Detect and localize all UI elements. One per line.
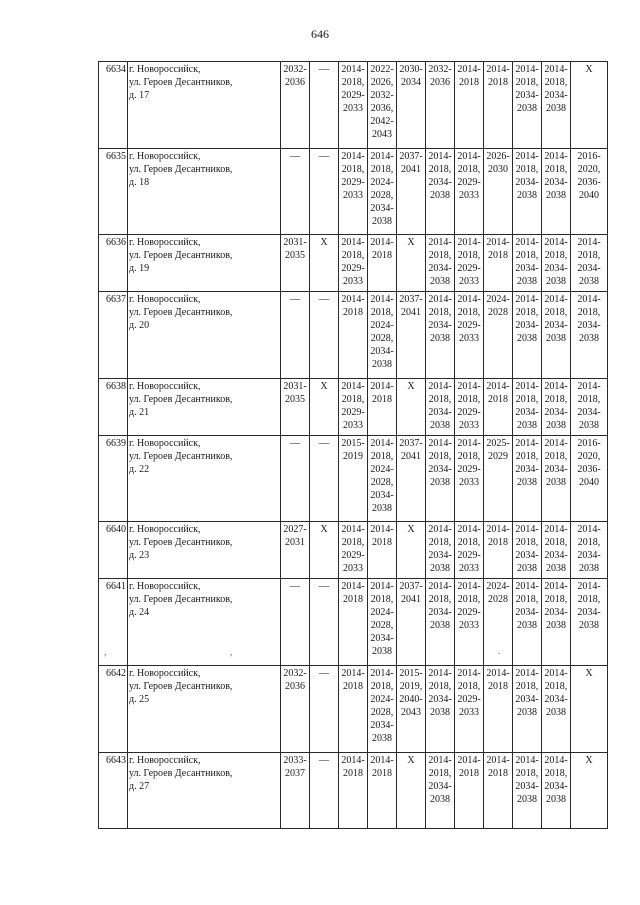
period-cell: 2014- 2018, 2034- 2038 xyxy=(513,149,542,235)
address-line: ул. Героев Десантников, xyxy=(129,451,233,462)
period-cell: 2014- 2018, 2034- 2038 xyxy=(542,62,571,149)
period-cell: 2015- 2019, 2040- 2043 xyxy=(397,666,426,753)
table-row xyxy=(99,235,608,292)
address-line: ул. Героев Десантников, xyxy=(129,250,233,261)
period-cell: 2014- 2018, 2034- 2038 xyxy=(513,292,542,379)
period-cell: 2014- 2018, 2029- 2033 xyxy=(455,666,484,753)
period-cell: 2014- 2018, 2034- 2038 xyxy=(513,436,542,522)
period-cell: Х xyxy=(571,666,608,753)
period-cell: 2032- 2036 xyxy=(281,666,310,753)
row-number: 6641 xyxy=(99,579,128,666)
row-number: 6640 xyxy=(99,522,128,579)
period-cell: — xyxy=(310,579,339,666)
period-cell: 2014- 2018, 2034- 2038 xyxy=(513,379,542,436)
address-line: ул. Героев Десантников, xyxy=(129,307,233,318)
address-line: д. 27 xyxy=(129,781,150,792)
period-cell: 2014- 2018, 2029- 2033 xyxy=(455,379,484,436)
period-cell: 2014- 2018, 2034- 2038 xyxy=(513,579,542,666)
period-cell: 2014- 2018, 2034- 2038 xyxy=(513,62,542,149)
address-line: ул. Героев Десантников, xyxy=(129,394,233,405)
period-cell: 2022- 2026, 2032- 2036, 2042- 2043 xyxy=(368,62,397,149)
row-number: 6637 xyxy=(99,292,128,379)
period-cell: 2014- 2018, 2034- 2038 xyxy=(426,666,455,753)
period-cell: 2014- 2018, 2034- 2038 xyxy=(426,579,455,666)
page-number: 646 xyxy=(311,27,329,41)
address-cell xyxy=(128,436,281,522)
period-cell: 2014- 2018, 2034- 2038 xyxy=(542,235,571,292)
scan-mark: , xyxy=(104,647,107,657)
period-cell: 2014- 2018, 2029- 2033 xyxy=(455,436,484,522)
period-cell: 2014- 2018 xyxy=(455,753,484,829)
period-cell: 2014- 2018, 2029- 2033 xyxy=(339,235,368,292)
address-line: д. 21 xyxy=(129,407,150,418)
address-line: ул. Героев Десантников, xyxy=(129,594,233,605)
address-line: ул. Героев Десантников, xyxy=(129,681,233,692)
period-cell: 2014- 2018, 2029- 2033 xyxy=(339,522,368,579)
period-cell: 2026- 2030 xyxy=(484,149,513,235)
address-line: д. 19 xyxy=(129,263,150,274)
period-cell: 2014- 2018, 2024- 2028, 2034- 2038 xyxy=(368,149,397,235)
period-cell: Х xyxy=(397,522,426,579)
period-cell: 2014- 2018, 2024- 2028, 2034- 2038 xyxy=(368,666,397,753)
period-cell: — xyxy=(281,579,310,666)
period-cell: Х xyxy=(397,235,426,292)
address-line: г. Новороссийск, xyxy=(129,755,201,766)
table-row xyxy=(99,436,608,522)
address-cell xyxy=(128,753,281,829)
address-line: г. Новороссийск, xyxy=(129,294,201,305)
period-cell: 2014- 2018, 2029- 2033 xyxy=(455,579,484,666)
address-line: д. 23 xyxy=(129,550,150,561)
period-cell: 2014- 2018, 2034- 2038 xyxy=(426,753,455,829)
period-cell: 2014- 2018, 2034- 2038 xyxy=(426,436,455,522)
period-cell: — xyxy=(310,436,339,522)
period-cell: 2014- 2018, 2034- 2038 xyxy=(542,753,571,829)
period-cell: Х xyxy=(310,235,339,292)
period-cell: 2024- 2028 xyxy=(484,292,513,379)
address-line: ул. Героев Десантников, xyxy=(129,537,233,548)
period-cell: — xyxy=(281,292,310,379)
period-cell: 2014- 2018, 2034- 2038 xyxy=(571,379,608,436)
address-line: г. Новороссийск, xyxy=(129,151,201,162)
period-cell: 2014- 2018 xyxy=(484,666,513,753)
row-number: 6643 xyxy=(99,753,128,829)
period-cell: 2032- 2036 xyxy=(281,62,310,149)
table-row xyxy=(99,292,608,379)
period-cell: 2016- 2020, 2036- 2040 xyxy=(571,149,608,235)
period-cell: 2037- 2041 xyxy=(397,579,426,666)
period-cell: — xyxy=(310,666,339,753)
period-cell: 2014- 2018, 2029- 2033 xyxy=(339,379,368,436)
period-cell: — xyxy=(281,436,310,522)
period-cell: — xyxy=(310,149,339,235)
period-cell: 2014- 2018 xyxy=(368,522,397,579)
period-cell: 2014- 2018, 2029- 2033 xyxy=(455,149,484,235)
period-cell: 2014- 2018 xyxy=(484,379,513,436)
period-cell: 2014- 2018, 2034- 2038 xyxy=(513,753,542,829)
period-cell: Х xyxy=(571,753,608,829)
address-line: г. Новороссийск, xyxy=(129,524,201,535)
period-cell: 2014- 2018 xyxy=(484,62,513,149)
address-line: г. Новороссийск, xyxy=(129,237,201,248)
row-number: 6638 xyxy=(99,379,128,436)
period-cell: 2014- 2018 xyxy=(339,666,368,753)
period-cell: 2014- 2018, 2034- 2038 xyxy=(426,292,455,379)
row-number: 6634 xyxy=(99,62,128,149)
address-line: д. 20 xyxy=(129,320,150,331)
address-line: д. 25 xyxy=(129,694,150,705)
period-cell: 2014- 2018 xyxy=(368,753,397,829)
address-line: г. Новороссийск, xyxy=(129,668,201,679)
period-cell: 2014- 2018, 2034- 2038 xyxy=(513,235,542,292)
address-line: г. Новороссийск, xyxy=(129,64,201,75)
scan-mark: . xyxy=(498,646,501,656)
table-row xyxy=(99,149,608,235)
address-line: д. 18 xyxy=(129,177,150,188)
table-row xyxy=(99,579,608,666)
period-cell: 2014- 2018, 2024- 2028, 2034- 2038 xyxy=(368,436,397,522)
period-cell: Х xyxy=(397,379,426,436)
period-cell: Х xyxy=(397,753,426,829)
address-line: г. Новороссийск, xyxy=(129,581,201,592)
period-cell: Х xyxy=(310,379,339,436)
period-cell: 2014- 2018, 2029- 2033 xyxy=(455,292,484,379)
period-cell: 2033- 2037 xyxy=(281,753,310,829)
period-cell: 2024- 2028 xyxy=(484,579,513,666)
period-cell: 2027- 2031 xyxy=(281,522,310,579)
table-row xyxy=(99,62,608,149)
period-cell: 2014- 2018, 2034- 2038 xyxy=(426,379,455,436)
period-cell: 2014- 2018, 2029- 2033 xyxy=(339,62,368,149)
table-row xyxy=(99,753,608,829)
period-cell: 2014- 2018, 2034- 2038 xyxy=(542,379,571,436)
period-cell: 2014- 2018, 2034- 2038 xyxy=(426,235,455,292)
address-cell xyxy=(128,522,281,579)
row-number: 6636 xyxy=(99,235,128,292)
period-cell: 2014- 2018, 2034- 2038 xyxy=(571,292,608,379)
period-cell: 2025- 2029 xyxy=(484,436,513,522)
period-cell: 2014- 2018 xyxy=(455,62,484,149)
table-row xyxy=(99,666,608,753)
period-cell: 2014- 2018 xyxy=(339,579,368,666)
period-cell: 2014- 2018, 2034- 2038 xyxy=(542,436,571,522)
address-line: г. Новороссийск, xyxy=(129,381,201,392)
period-cell: 2037- 2041 xyxy=(397,292,426,379)
period-cell: 2014- 2018, 2034- 2038 xyxy=(426,149,455,235)
scan-mark: , xyxy=(230,647,233,657)
period-cell: 2014- 2018 xyxy=(368,235,397,292)
period-cell: 2014- 2018 xyxy=(368,379,397,436)
period-cell: 2014- 2018, 2034- 2038 xyxy=(571,235,608,292)
period-cell: 2037- 2041 xyxy=(397,149,426,235)
period-cell: 2014- 2018, 2034- 2038 xyxy=(571,522,608,579)
period-cell: 2014- 2018, 2034- 2038 xyxy=(542,149,571,235)
period-cell: 2014- 2018 xyxy=(484,522,513,579)
period-cell: 2014- 2018, 2029- 2033 xyxy=(339,149,368,235)
period-cell: 2014- 2018 xyxy=(484,235,513,292)
address-cell xyxy=(128,62,281,149)
period-cell: 2014- 2018 xyxy=(339,292,368,379)
period-cell: 2014- 2018, 2024- 2028, 2034- 2038 xyxy=(368,579,397,666)
period-cell: 2014- 2018, 2034- 2038 xyxy=(542,522,571,579)
period-cell: 2014- 2018, 2034- 2038 xyxy=(542,292,571,379)
period-cell: 2015- 2019 xyxy=(339,436,368,522)
period-cell: 2014- 2018 xyxy=(339,753,368,829)
address-line: г. Новороссийск, xyxy=(129,438,201,449)
period-cell: 2014- 2018, 2034- 2038 xyxy=(513,666,542,753)
period-cell: — xyxy=(310,753,339,829)
period-cell: Х xyxy=(571,62,608,149)
row-number: 6639 xyxy=(99,436,128,522)
address-line: ул. Героев Десантников, xyxy=(129,164,233,175)
period-cell: 2014- 2018, 2034- 2038 xyxy=(542,666,571,753)
period-cell: 2016- 2020, 2036- 2040 xyxy=(571,436,608,522)
period-cell: 2014- 2018, 2029- 2033 xyxy=(455,235,484,292)
row-number: 6635 xyxy=(99,149,128,235)
table-row xyxy=(99,522,608,579)
table-row xyxy=(99,379,608,436)
period-cell: Х xyxy=(310,522,339,579)
address-line: ул. Героев Десантников, xyxy=(129,768,233,779)
address-cell xyxy=(128,235,281,292)
period-cell: 2014- 2018, 2024- 2028, 2034- 2038 xyxy=(368,292,397,379)
address-line: д. 24 xyxy=(129,607,150,618)
row-number: 6642 xyxy=(99,666,128,753)
address-cell xyxy=(128,292,281,379)
period-cell: — xyxy=(310,62,339,149)
period-cell: 2031- 2035 xyxy=(281,235,310,292)
period-cell: 2014- 2018, 2029- 2033 xyxy=(455,522,484,579)
period-cell: 2032- 2036 xyxy=(426,62,455,149)
period-cell: — xyxy=(281,149,310,235)
address-line: д. 22 xyxy=(129,464,150,475)
address-cell xyxy=(128,666,281,753)
repair-schedule-table xyxy=(98,61,608,829)
address-cell xyxy=(128,149,281,235)
period-cell: 2037- 2041 xyxy=(397,436,426,522)
period-cell: 2014- 2018, 2034- 2038 xyxy=(426,522,455,579)
period-cell: 2031- 2035 xyxy=(281,379,310,436)
address-line: ул. Героев Десантников, xyxy=(129,77,233,88)
address-cell xyxy=(128,379,281,436)
address-line: д. 17 xyxy=(129,90,150,101)
address-cell xyxy=(128,579,281,666)
period-cell: 2014- 2018, 2034- 2038 xyxy=(571,579,608,666)
period-cell: — xyxy=(310,292,339,379)
period-cell: 2014- 2018, 2034- 2038 xyxy=(542,579,571,666)
period-cell: 2014- 2018, 2034- 2038 xyxy=(513,522,542,579)
period-cell: 2014- 2018 xyxy=(484,753,513,829)
period-cell: 2030- 2034 xyxy=(397,62,426,149)
